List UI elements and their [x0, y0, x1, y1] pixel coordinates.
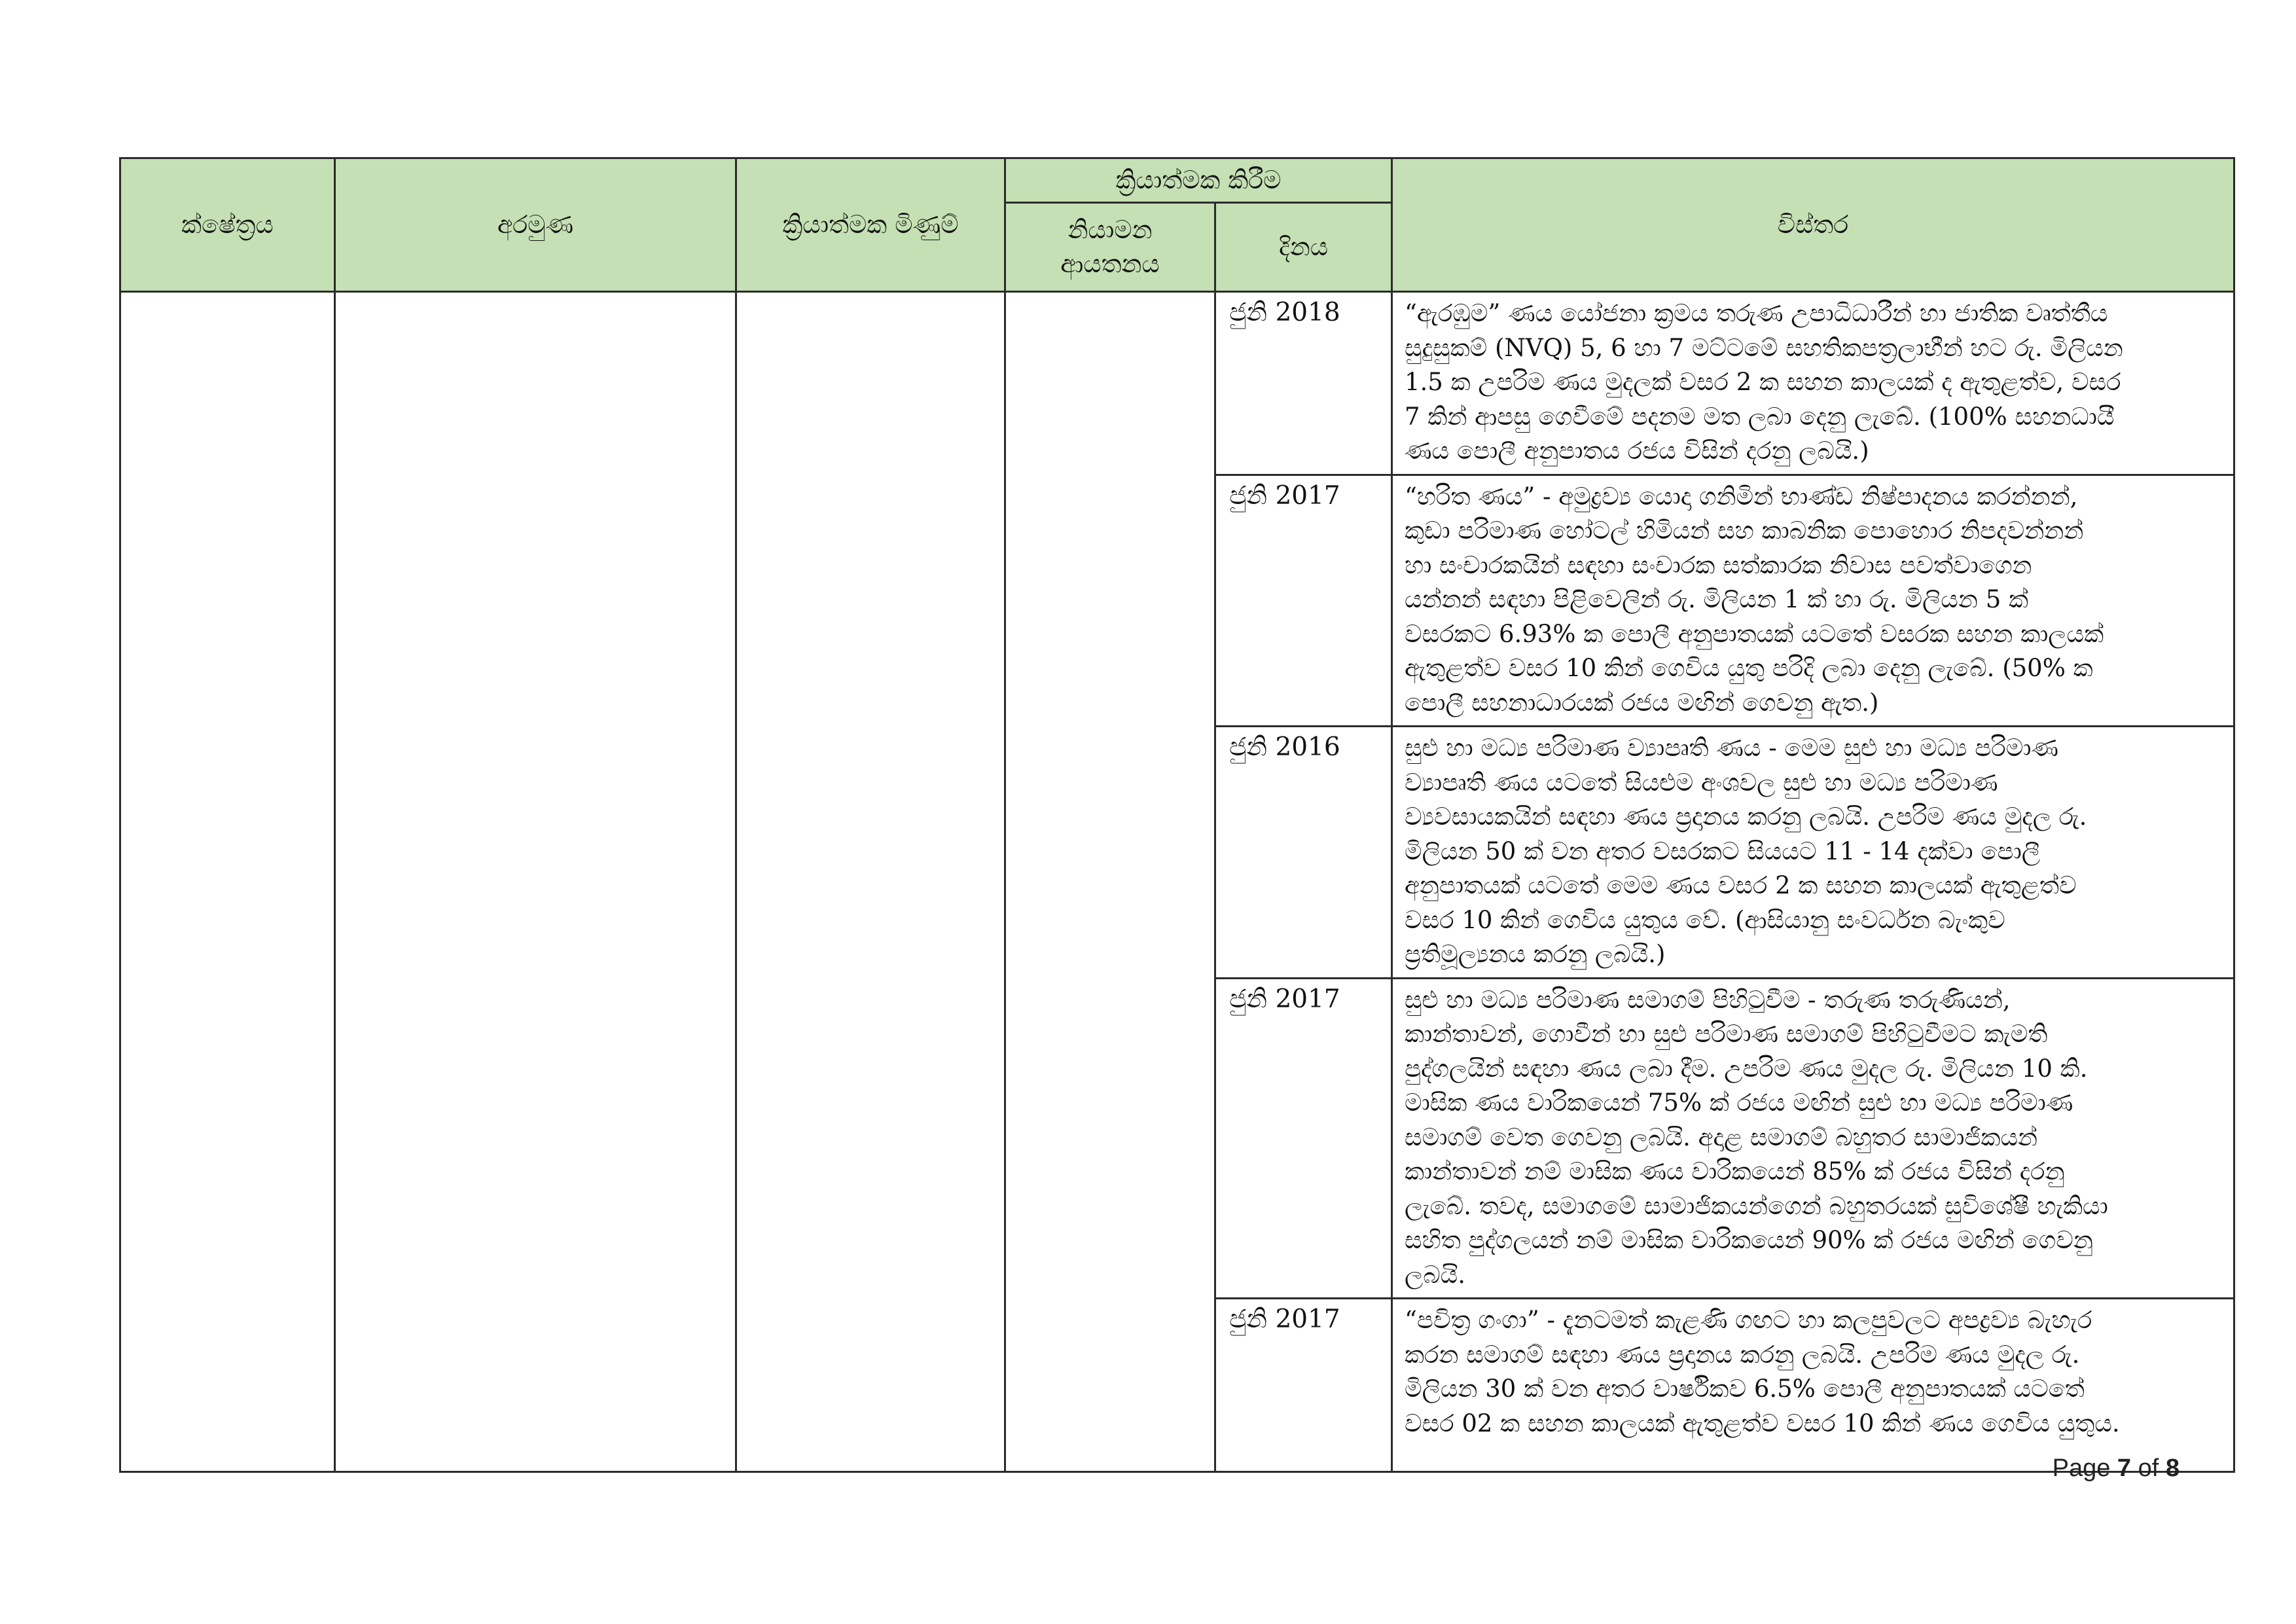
detail-line: මිලියන 30 ක් වන අතර වාර්ෂිකව 6.5% පොලී අනුපාතයක් යටතේ: [1405, 1375, 2085, 1403]
detail-line: “පවිත්‍ර ගංගා” - දැනටමත් කැළණි ගඟට හා කලපුවලට අපද්‍රව්‍ය බැහැර: [1405, 1306, 2092, 1334]
detail-cell: [1392, 978, 2234, 1299]
detail-line: ව්‍යාපෘති ණය යටතේ සියළුම අංශවල සුළු හා මධ්‍ය පරිමාණ: [1405, 768, 1998, 797]
detail-line: කාන්තාවන්, ගොවීන් හා සුළු පරිමාණ සමාගම් පිහිටුවීමට කැමති: [1405, 1020, 2048, 1048]
loan-schemes-table: [119, 157, 2235, 1473]
detail-line: මිලියන 50 ක් වන අතර වසරකට සියයට 11 - 14 දක්වා පොලී: [1405, 837, 2040, 865]
sector-cell: [120, 292, 335, 1472]
date-cell: ජුනි 2017: [1215, 475, 1392, 727]
detail-line: කාන්තාවන් නම් මාසික ණය වාරිකයෙන් 85% ක් රජය විසින් දරනු: [1405, 1157, 2065, 1185]
date-cell: ජුනි 2016: [1215, 727, 1392, 979]
date-cell: ජුනි 2018: [1215, 292, 1392, 475]
header-institution: නියාමන ආයතනය: [1005, 203, 1215, 292]
detail-line: හා සංචාරකයින් සඳහා සංචාරක සත්කාරක නිවාස පවත්වාගෙන: [1405, 550, 2032, 579]
current-page: 7: [2117, 1454, 2132, 1482]
header-details: විස්තර: [1392, 158, 2234, 292]
detail-line: කරන සමාගම් සඳහා ණය ප්‍රදානය කරනු ලබයි. උපරිම ණය මුදල රු.: [1405, 1340, 2080, 1369]
header-date: දිනය: [1215, 203, 1392, 292]
table-row: [120, 292, 2234, 475]
header-steps: ක්‍රියාත්මක මිණුම්: [736, 158, 1005, 292]
date-cell: ජුනි 2017: [1215, 1299, 1392, 1472]
detail-line: 1.5 ක උපරිම ණය මුදලක් වසර 2 ක සහන කාලයක් ද ඇතුළත්ව, වසර: [1405, 368, 2121, 396]
detail-line: ඇතුළත්ව වසර 10 කින් ගෙවිය යුතු පරිදි ලබා දෙනු ලැබේ. (50% ක: [1405, 654, 2093, 682]
detail-cell: [1392, 475, 2234, 727]
aim-cell: [335, 292, 736, 1472]
detail-line: වසර 02 ක සහන කාලයක් ඇතුළත්ව වසර 10 කින් ණය ගෙවිය යුතුය.: [1405, 1409, 2120, 1437]
detail-line: පුද්ගලයින් සඳහා ණය ලබා දීම. උපරිම ණය මුදල රු. මිලියන 10 කි.: [1405, 1054, 2088, 1083]
detail-line: ලැබේ. තවද, සමාගමේ සාමාජිකයන්ගෙන් බහුතරයක් සුවිශේෂී හැකියා: [1405, 1191, 2108, 1220]
detail-line: මාසික ණය වාරිකයෙන් 75% ක් රජය මඟින් සුළු හා මධ්‍ය පරිමාණ: [1405, 1089, 2073, 1117]
date-cell: ජුනි 2017: [1215, 978, 1392, 1299]
header-sector: ක්ෂේත්‍රය: [120, 158, 335, 292]
detail-cell: [1392, 292, 2234, 475]
header-implementation: ක්‍රියාත්මක කිරීම: [1005, 158, 1392, 203]
detail-cell: [1392, 1299, 2234, 1472]
detail-line: ලබයි.: [1405, 1260, 1466, 1289]
detail-line: පොලී සහනාධාරයක් රජය මඟින් ගෙවනු ඇත.): [1405, 688, 1879, 717]
detail-line: “හරිත ණය” - අමුද්‍රව්‍ය යොදා ගනිමින් භාණ්ඩ නිෂ්පාදනය කරන්නන්,: [1405, 482, 2078, 511]
header-aim: අරමුණ: [335, 158, 736, 292]
detail-line: සුළු හා මධ්‍ය පරිමාණ ව්‍යාපෘති ණය - මෙම සුළු හා මධ්‍ය පරිමාණ: [1405, 734, 2059, 762]
page-prefix: Page: [2052, 1454, 2117, 1482]
detail-line: වසරකට 6.93% ක පොලී අනුපාතයක් යටතේ වසරක සහන කාලයක්: [1405, 619, 2104, 648]
detail-line: සුදුසුකම් (NVQ) 5, 6 හා 7 මට්ටමේ සහතිකපත්‍රලාභීන් හට රු. මිලියන: [1405, 333, 2123, 362]
detail-line: කුඩා පරිමාණ හෝටල් හිමියන් සහ කාබනික පොහොර නිපදවන්නන්: [1405, 516, 2084, 545]
page-separator: of: [2131, 1454, 2166, 1482]
detail-line: ප්‍රතිමූල්‍යනය කරනු ලබයි.): [1405, 940, 1666, 968]
page-number: [2053, 1454, 2179, 1483]
institution-cell: [1005, 292, 1215, 1472]
detail-line: යන්නන් සඳහා පිළිවෙලින් රු. මිලියන 1 ක් හා රු. මිලියන 5 ක්: [1405, 585, 2029, 613]
detail-line: සමාගම් වෙත ගෙවනු ලබයි. අදාළ සමාගම් බහුතර සාමාජිකයන්: [1405, 1123, 2038, 1151]
detail-line: සහිත පුද්ගලයන් නම් මාසික වාරිකයෙන් 90% ක් රජය මඟින් ගෙවනු: [1405, 1226, 2093, 1254]
detail-cell: [1392, 727, 2234, 979]
detail-line: ණය පොලී අනුපාතය රජය විසින් දරනු ලබයි.): [1405, 437, 1869, 465]
detail-line: ව්‍යවසායකයින් සඳහා ණය ප්‍රදානය කරනු ලබයි. උපරිම ණය මුදල රු.: [1405, 803, 2087, 831]
steps-cell: [736, 292, 1005, 1472]
detail-line: සුළු හා මධ්‍ය පරිමාණ සමාගම් පිහිටුවීම - තරුණ තරුණියන්,: [1405, 985, 2011, 1014]
total-pages: 8: [2165, 1454, 2179, 1482]
detail-line: 7 කින් ආපසු ගෙවීමේ පදනම මත ලබා දෙනු ලැබේ. (100% සහනධායී: [1405, 402, 2115, 431]
detail-line: වසර 10 කින් ගෙවිය යුතුය වේ. (ආසියානු සංවර්ධන බැංකුව: [1405, 905, 2005, 934]
detail-line: අනුපාතයක් යටතේ මෙම ණය වසර 2 ක සහන කාලයක් ඇතුළත්ව: [1405, 871, 2077, 899]
detail-line: “ඇරඹුම” ණය යෝජනා ක්‍රමය තරුණ උපාධිධාරීන් හා ජාතික වෘත්තීය: [1405, 299, 2108, 327]
